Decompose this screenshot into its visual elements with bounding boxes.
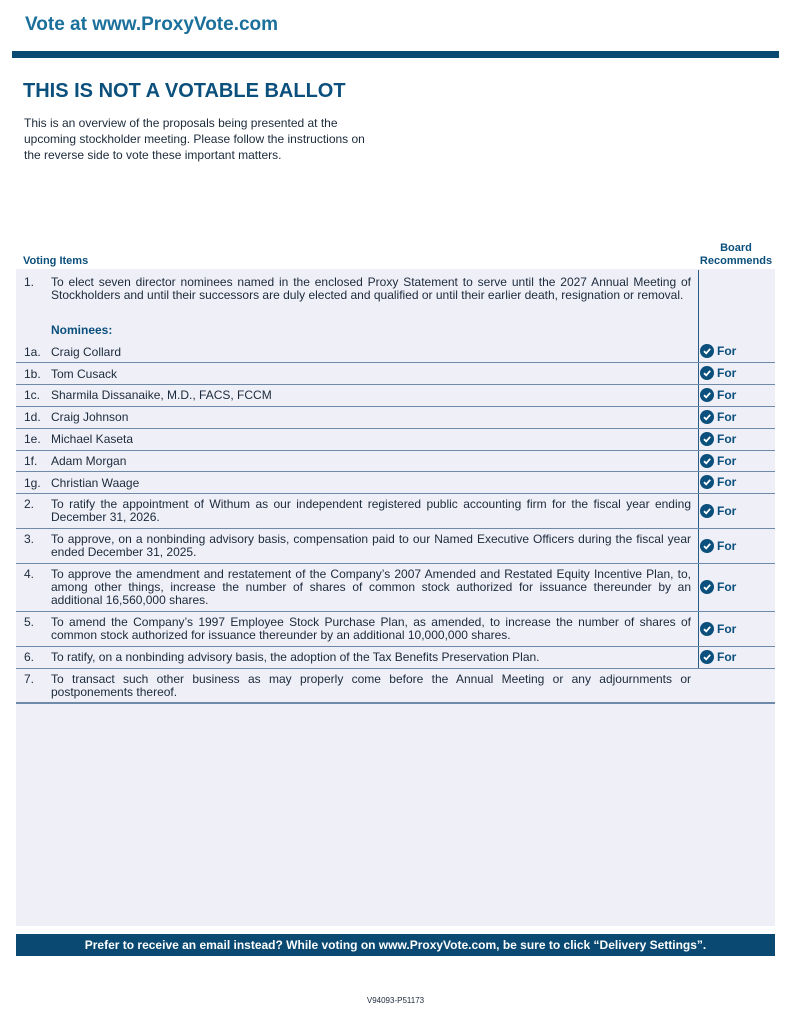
item-number: 1a. <box>24 345 41 359</box>
board-recommendation <box>700 454 736 468</box>
voting-item-row <box>16 274 775 320</box>
vote-website-link[interactable]: Vote at www.ProxyVote.com <box>25 14 279 35</box>
item-number: 1b. <box>24 367 41 381</box>
item-number: 1e. <box>24 432 41 446</box>
item-number: 7. <box>24 672 35 686</box>
check-circle-icon <box>700 580 714 594</box>
recommendation-label: For <box>717 432 737 446</box>
voting-item-row <box>16 647 775 669</box>
nominees-label: Nominees: <box>51 323 113 337</box>
item-text: To transact such other business as may properly come before the Annual Meeting or any adjournments or postponements thereof. <box>51 672 691 699</box>
item-number: 2. <box>24 497 35 511</box>
item-text: To elect seven director nominees named in the enclosed Proxy Statement to serve until the 2027 Annual Meeting of Stockholders and until their successors are duly elected and qualified or until their earlier death, resignation or removal. <box>51 275 691 302</box>
board-header-line2: Recommends <box>699 255 773 267</box>
voting-item-row <box>16 341 775 363</box>
board-recommendation <box>700 475 736 489</box>
recommendation-label: For <box>717 539 737 553</box>
header-rule <box>12 51 779 58</box>
nominee-name: Craig Collard <box>51 345 122 359</box>
item-text: To approve, on a nonbinding advisory basis, compensation paid to our Named Executive Officers during the fiscal year ended December 31, 2025. <box>51 532 691 559</box>
item-number: 1d. <box>24 410 41 424</box>
recommendation-label: For <box>717 366 737 380</box>
recommendation-label: For <box>717 388 737 402</box>
check-circle-icon <box>700 432 714 446</box>
item-text: To approve the amendment and restatement of the Company’s 2007 Amended and Restated Equity Incentive Plan, to, among other things, increase the number of shares of common stock authorized for issuance thereunder by an additional 16,560,000 shares. <box>51 567 691 607</box>
board-recommendation <box>700 539 736 553</box>
board-recommendation <box>700 580 736 594</box>
recommendation-label: For <box>717 475 737 489</box>
voting-item-row <box>16 564 775 612</box>
voting-item-row <box>16 429 775 451</box>
board-recommendation <box>700 622 736 636</box>
voting-item-row <box>16 363 775 385</box>
item-text: To ratify, on a nonbinding advisory basis, the adoption of the Tax Benefits Preservation Plan. <box>51 650 540 664</box>
document-code: V94093-P51173 <box>366 996 425 1005</box>
recommendation-label: For <box>717 454 737 468</box>
recommendation-label: For <box>717 650 737 664</box>
item-text: To ratify the appointment of Withum as our independent registered public accounting firm for the fiscal year ending December 31, 2026. <box>51 497 691 524</box>
nominee-name: Tom Cusack <box>51 367 118 381</box>
item-number: 4. <box>24 567 35 581</box>
voting-item-row <box>16 407 775 429</box>
item-number: 1g. <box>24 476 41 490</box>
page-title: THIS IS NOT A VOTABLE BALLOT <box>23 80 346 102</box>
voting-item-row <box>16 494 775 529</box>
board-recommendation <box>700 410 736 424</box>
recommendation-label: For <box>717 344 737 358</box>
item-number: 5. <box>24 615 35 629</box>
check-circle-icon <box>700 504 714 518</box>
board-header-line1: Board <box>720 242 752 254</box>
board-recommendation <box>700 344 736 358</box>
recommendation-label: For <box>717 410 737 424</box>
nominee-name: Craig Johnson <box>51 410 129 424</box>
recommendation-label: For <box>717 504 737 518</box>
nominee-name: Sharmila Dissanaike, M.D., FACS, FCCM <box>51 388 272 402</box>
recommendation-label: For <box>717 580 737 594</box>
voting-item-row <box>16 669 775 704</box>
check-circle-icon <box>700 388 714 402</box>
nominee-name: Christian Waage <box>51 476 140 490</box>
voting-item-row <box>16 451 775 472</box>
voting-item-row <box>16 612 775 647</box>
voting-item-row <box>16 529 775 564</box>
nominee-name: Michael Kaseta <box>51 432 134 446</box>
nominee-name: Adam Morgan <box>51 454 127 468</box>
board-recommendation <box>700 388 736 402</box>
check-circle-icon <box>700 344 714 358</box>
item-text: To amend the Company’s 1997 Employee Stock Purchase Plan, as amended, to increase the number of shares of common stock authorized for issuance thereunder by an additional 10,000,000 shares. <box>51 615 691 642</box>
delivery-settings-banner: Prefer to receive an email instead? While voting on www.ProxyVote.com, be sure to click “Delivery Settings”. <box>16 934 775 956</box>
item-number: 1c. <box>24 388 41 402</box>
board-recommendation <box>700 504 736 518</box>
intro-text: This is an overview of the proposals being presented at the upcoming stockholder meeting. Please follow the instructions on the reverse side to vote these important matters. <box>24 116 365 162</box>
board-recommends-header <box>697 242 775 268</box>
check-circle-icon <box>700 650 714 664</box>
item-number: 1f. <box>24 454 38 468</box>
voting-item-row <box>16 385 775 407</box>
recommendation-label: For <box>717 622 737 636</box>
item-number: 1. <box>24 275 35 289</box>
voting-item-row <box>16 472 775 494</box>
check-circle-icon <box>700 410 714 424</box>
voting-items-header: Voting Items <box>23 255 89 267</box>
check-circle-icon <box>700 622 714 636</box>
check-circle-icon <box>700 475 714 489</box>
board-recommendation <box>700 650 736 664</box>
item-number: 3. <box>24 532 35 546</box>
check-circle-icon <box>700 454 714 468</box>
check-circle-icon <box>700 366 714 380</box>
check-circle-icon <box>700 539 714 553</box>
item-number: 6. <box>24 650 35 664</box>
board-recommendation <box>700 432 736 446</box>
board-recommendation <box>700 366 736 380</box>
